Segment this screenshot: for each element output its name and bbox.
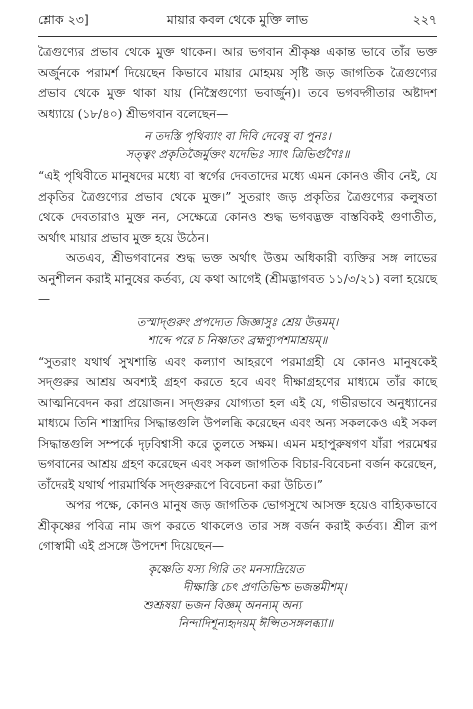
paragraph-2: “এই পৃথিবীতে মানুষদের মধ্যে বা স্বর্গের দেবতাদের মধ্যে এমন কোনও জীব নেই, যে প্রকৃতির ত্রৈগুণ্যের প্রভাব থেকে মুক্ত।” সুতরাং জড় প্রকৃতির ত্রৈগুণ্যের কলুষতা থেকে দেবতারাও মুক্ত নন, সেক্ষেত্রে কোনও শুদ্ধ ভগবদ্ভক্ত বাস্তবিকই গুণাতীত, অর্থাৎ মায়ার প্রভাব মুক্ত হয়ে উঠেন।: [38, 169, 437, 245]
verse-line: তস্মাদ্গুরুং প্রপদ্যেত জিজ্ঞাসুঃ শ্রেয় উত্তমম্।: [136, 314, 339, 329]
verse-upadesamrta: [38, 560, 437, 632]
header-verse-ref: শ্লোক ২৩]: [38, 12, 89, 27]
verse-line: কৃষ্ণেতি যস্য গিরি তং মনসাদ্রিয়েত: [148, 561, 304, 576]
verse-bhagavatam: [38, 313, 437, 349]
verse-gita: [38, 127, 437, 163]
verse-line: ন তদস্তি পৃথিব্যাং বা দিবি দেবেষু বা পুনঃ।: [144, 129, 331, 143]
page-body: [38, 42, 437, 635]
paragraph-1: ত্রৈগুণ্যের প্রভাব থেকে মুক্ত থাকেন। আর ভগবান শ্রীকৃষ্ণ একান্ত ভাবে তাঁর ভক্ত অর্জুনকে পরামর্শ দিয়েছেন কিভাবে মায়ার মোহময় সৃষ্টি জড় জাগতিক ত্রৈগুণ্যের প্রভাব থেকে মুক্ত থাকা যায় (নিস্ত্রৈগুণ্যো ভবার্জুন)। তবে ভগবদ্গীতার অষ্টাদশ অধ্যায়ে (১৮/৪০) শ্রীভগবান বলেছেন—: [38, 45, 437, 121]
verse-line: নিন্দাদিশূন্যহৃদয়ম্ ঈপ্সিতসঙ্গলব্ধ্যা॥: [178, 615, 334, 630]
verse-line: শুশ্রূষয়া ভজন বিজ্ঞম্ অনন্যম্ অন্য: [143, 597, 302, 612]
paragraph-4: “সুতরাং যথার্থ সুখশান্তি এবং কল্যাণ আহরণে পরমাগ্রহী যে কোনও মানুষকেই সদ্গুরুর আশ্রয় অবশ্যই গ্রহণ করতে হবে এবং দীক্ষাগ্রহণের মাধ্যমে তাঁর কাছে আত্মনিবেদন করা প্রয়োজন। সদ্গুরুর যোগ্যতা হল এই যে, গভীরভাবে অনুধ্যানের মাধ্যমে তিনি শাস্ত্রাদির সিদ্ধান্তগুলি উপলব্ধি করেছেন এবং অন্য সকলকেও এই সকল সিদ্ধান্তগুলি সম্পর্কে দৃঢ়বিশ্বাসী করে তুলতে সক্ষম। এমন মহাপুরুষগণ যাঁরা পরমেশ্বর ভগবানের আশ্রয় গ্রহণ করেছেন এবং সকল জাগতিক বিচার-বিবেচনা বর্জন করেছেন, তাঁদেরই যথার্থ পারমার্থিক সদ্গুরুরূপে বিবেচনা করা উচিত।”: [38, 354, 437, 492]
header-rule: [38, 36, 437, 37]
paragraph-3: অতএব, শ্রীভগবানের শুদ্ধ ভক্ত অর্থাৎ উত্তম অধিকারী ব্যক্তির সঙ্গ লাভের অনুশীলন করাই মানুষের কর্তব্য, যে কথা আগেই (শ্রীমদ্ভাগবত ১১/৩/২১) বলা হয়েছে—: [38, 251, 437, 306]
verse-line: সত্ত্বং প্রকৃতিজৈর্মুক্তং যদেভিঃ স্যাৎ ত্রিভির্গুণৈঃ॥: [125, 147, 350, 161]
verse-line: শাব্দে পরে চ নিষ্ণাতং ব্রহ্মণ্যুপশমাশ্রয়ম্॥: [147, 332, 328, 347]
paragraph-5: অপর পক্ষে, কোনও মানুষ জড় জাগতিক ভোগসুখে আসক্ত হয়েও বাহ্যিকভাবে শ্রীকৃষ্ণের পবিত্র নাম জপ করতে থাকলেও তার সঙ্গ বর্জন করাই কর্তব্য। শ্রীল রূপ গোস্বামী এই প্রসঙ্গে উপদেশ দিয়েছেন—: [38, 498, 437, 553]
header-page-number: ২২৭: [412, 12, 437, 27]
running-header: [38, 12, 437, 32]
verse-line: দীক্ষাস্তি চেৎ প্রণতিভিশ্চ ভজন্তমীশম্।: [183, 579, 347, 594]
header-chapter-title: মায়ার কবল থেকে মুক্তি লাভ: [166, 12, 309, 27]
